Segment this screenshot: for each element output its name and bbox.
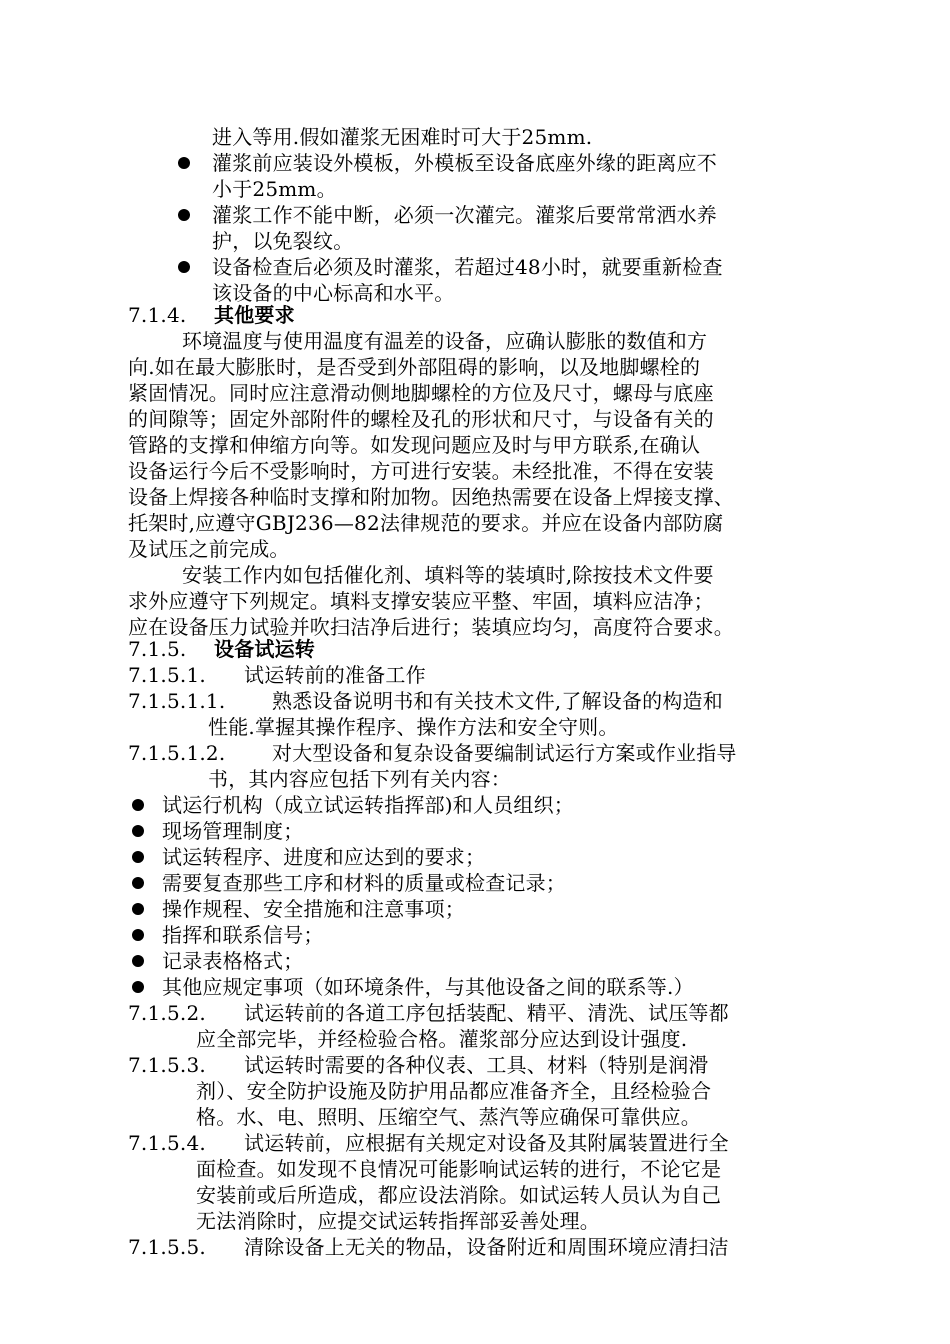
paragraph-line: 设备运行今后不受影响时，方可进行安装。未经批准，不得在安装: [128, 459, 714, 483]
subsection-number: 7.1.5.4.: [128, 1131, 206, 1155]
bullet-item-cont: 护，以免裂纹。: [212, 229, 354, 253]
subsection-number: 7.1.5.2.: [128, 1001, 206, 1025]
subsection-text: 试运转前，应根据有关规定对设备及其附属装置进行全: [244, 1131, 729, 1155]
bullet-item: 设备检查后必须及时灌浆，若超过48小时，就要重新检查: [212, 255, 723, 279]
paragraph-line: 求外应遵守下列规定。填料支撑安装应平整、牢固，填料应洁净；: [128, 589, 714, 613]
subsection-text: 书，其内容应包括下列有关内容：: [208, 767, 511, 791]
subsection-text: 熟悉设备说明书和有关技术文件,了解设备的构造和: [272, 689, 723, 713]
subsection-text: 试运转前的准备工作: [244, 663, 426, 687]
list-item: 现场管理制度；: [162, 819, 304, 843]
list-item: 需要复查那些工序和材料的质量或检查记录；: [162, 871, 566, 895]
paragraph-line: 设备上焊接各种临时支撑和附加物。因绝热需要在设备上焊接支撑、: [128, 485, 734, 509]
paragraph-line: 及试压之前完成。: [128, 537, 290, 561]
bullet-item-cont: 该设备的中心标高和水平。: [212, 281, 455, 305]
list-item: 试运行机构（成立试运转指挥部)和人员组织；: [162, 793, 575, 817]
list-item: 记录表格格式；: [162, 949, 304, 973]
section-title: 其他要求: [214, 303, 295, 327]
paragraph-line: 应在设备压力试验并吹扫洁净后进行；装填应均匀，高度符合要求。: [128, 615, 734, 639]
list-item: 其他应规定事项（如环境条件，与其他设备之间的联系等.）: [162, 975, 694, 999]
subsection-text: 面检查。如发现不良情况可能影响试运转的进行，不论它是: [196, 1157, 722, 1181]
section-number: 7.1.5.: [128, 637, 187, 661]
bullet-item: 灌浆前应装设外模板，外模板至设备底座外缘的距离应不: [212, 151, 717, 175]
paragraph-line: 的间隙等；固定外部附件的螺栓及孔的形状和尺寸，与设备有关的: [128, 407, 714, 431]
subsection-number: 7.1.5.1.2.: [128, 741, 226, 765]
subsection-text: 对大型设备和复杂设备要编制试运行方案或作业指导: [272, 741, 737, 765]
subsection-text: 格。水、电、照明、压缩空气、蒸汽等应确保可靠供应。: [196, 1105, 701, 1129]
paragraph-line: 紧固情况。同时应注意滑动侧地脚螺栓的方位及尺寸，螺母与底座: [128, 381, 714, 405]
subsection-text: 试运转时需要的各种仪表、工具、材料（特别是润滑: [244, 1053, 709, 1077]
subsection-number: 7.1.5.5.: [128, 1235, 206, 1259]
subsection-text: 安装前或后所造成，都应设法消除。如试运转人员认为自己: [196, 1183, 722, 1207]
subsection-text: 剂）、安全防护设施及防护用品都应准备齐全，且经检验合: [196, 1079, 712, 1103]
subsection-text: 应全部完毕，并经检验合格。灌浆部分应达到设计强度.: [196, 1027, 688, 1051]
subsection-number: 7.1.5.1.1.: [128, 689, 226, 713]
list-item: 指挥和联系信号；: [162, 923, 324, 947]
subsection-number: 7.1.5.3.: [128, 1053, 206, 1077]
paragraph-line: 托架时,应遵守GBJ236—82法律规范的要求。并应在设备内部防腐: [128, 511, 724, 535]
paragraph-line: 管路的支撑和伸缩方向等。如发现问题应及时与甲方联系,在确认: [128, 433, 701, 457]
paragraph-line: 安装工作内如包括催化剂、填料等的装填时,除按技术文件要: [182, 563, 714, 587]
subsection-text: 无法消除时，应提交试运转指挥部妥善处理。: [196, 1209, 600, 1233]
paragraph-line: 环境温度与使用温度有温差的设备，应确认膨胀的数值和方: [182, 329, 708, 353]
bullet-continuation: 进入等用.假如灌浆无困难时可大于25mm.: [212, 125, 593, 149]
bullet-item-cont: 小于25mm。: [212, 177, 337, 201]
subsection-text: 性能.掌握其操作程序、操作方法和安全守则。: [208, 715, 619, 739]
list-item: 试运转程序、进度和应达到的要求；: [162, 845, 486, 869]
list-item: 操作规程、安全措施和注意事项；: [162, 897, 465, 921]
subsection-text: 试运转前的各道工序包括装配、精平、清洗、试压等都: [244, 1001, 729, 1025]
subsection-text: 清除设备上无关的物品，设备附近和周围环境应清扫洁: [244, 1235, 729, 1259]
subsection-number: 7.1.5.1.: [128, 663, 206, 687]
bullet-item: 灌浆工作不能中断，必须一次灌完。灌浆后要常常洒水养: [212, 203, 717, 227]
section-title: 设备试运转: [214, 637, 315, 661]
paragraph-line: 向.如在最大膨胀时，是否受到外部阻碍的影响，以及地脚螺栓的: [128, 355, 701, 379]
section-number: 7.1.4.: [128, 303, 187, 327]
